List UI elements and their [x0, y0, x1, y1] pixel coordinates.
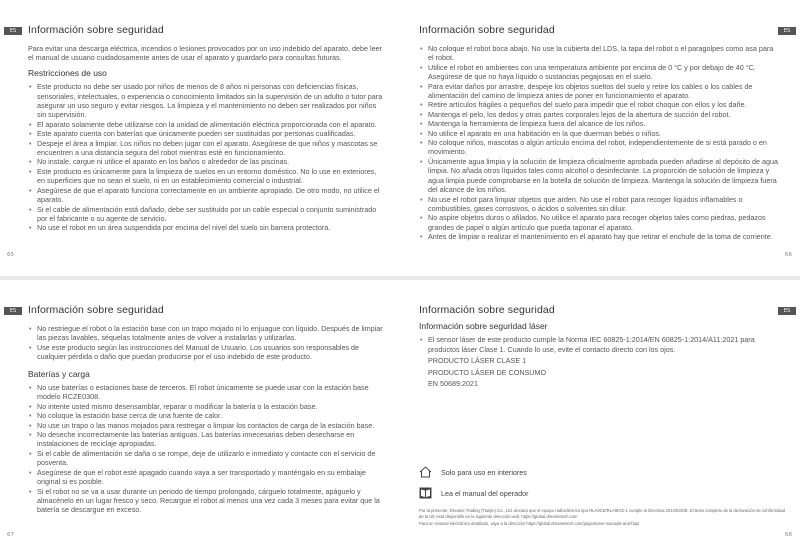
list-item: • Antes de limpiar o realizar el mantenimiento en el aparato hay que retirar el enchufe de la toma de corriente. [419, 232, 779, 241]
page-number: 66 [785, 252, 792, 258]
section-heading: Baterías y carga [28, 368, 90, 379]
page-body [28, 324, 386, 515]
page-number: 65 [7, 252, 14, 258]
list-item: • Si el robot no se va a usar durante un periodo de tiempo prolongado, cárguelo totalmente, apáguelo y almacénelo en un lugar fresco y seco. Recargue el robot al menos una vez cada 3 meses para evitar que la batería se descargue en exceso. [28, 487, 386, 515]
laser-line: PRODUCTO LÁSER CLASE 1 [428, 356, 527, 366]
list-item: • No use el robot en un área suspendida por encima del nivel del suelo sin barrera protectora. [28, 223, 386, 232]
page-body [28, 44, 386, 233]
list-item: • No instale, cargue ni utilice el aparato en los baños o alrededor de las piscinas. [28, 157, 386, 166]
list-item: • Si el cable de alimentación está dañado, debe ser sustituido por un cable especial o conjunto suministrado por el fabricante o su agente de servicio. [28, 205, 386, 224]
section-heading: Información sobre seguridad láser [419, 321, 548, 331]
bullet-list [28, 324, 386, 362]
language-tab: ES [4, 27, 22, 35]
list-item: • No utilice el aparato en una habitación en la que duerman bebés o niños. [419, 129, 779, 138]
bullet-list [28, 383, 386, 515]
list-item: • Este aparato cuenta con baterías que únicamente pueden ser sustituidas por personas cualificadas. [28, 129, 386, 138]
list-item: • Para evitar daños por arrastre, despeje los objetos sueltos del suelo y retire los cables o los cables de alimentación del camino de limpieza antes de poner en funcionamiento el aparato. [419, 82, 779, 101]
language-tab: ES [778, 27, 796, 35]
list-item: • No deseche incorrectamente las baterías antiguas. Las baterías innecesarias deben desecharse en instalaciones de reciclaje apropiadas. [28, 430, 386, 449]
list-item: • No use baterías o estaciones base de terceros. El robot únicamente se puede usar con la estación base modelo RCZE0308. [28, 383, 386, 402]
list-item: • El sensor láser de este producto cumple la Norma IEC 60825-1:2014/EN 60825-1:2014/A11:2021 para productos láser Clase 1. Cuando lo use, evite el contacto directo con los ojos. [419, 335, 779, 354]
page-67 [0, 280, 400, 556]
page-title: Información sobre seguridad [419, 304, 555, 316]
book-icon [419, 487, 432, 499]
indoor-use-row [419, 466, 527, 478]
laser-class-lines [419, 356, 779, 388]
list-item: • No intente usted mismo desensamblar, reparar o modificar la batería o la estación base. [28, 402, 386, 411]
list-item: • Asegúrese de que el aparato funciona correctamente en un ambiente apropiado. De otro modo, no utilice el aparato. [28, 186, 386, 205]
manual-link-text: Para un manual electrónico detallado, vaya a la dirección https://global.dreametech.com/pages/user-manuals-and-faqs [419, 520, 640, 526]
read-manual-label: Lea el manual del operador [441, 488, 529, 498]
list-item: • No aspire objetos duros o afilados. No utilice el aparato para recoger objetos tales como piedras, pedazos grandes de papel o algún artículo que pueda taponar el aparato. [419, 213, 779, 232]
house-icon [419, 466, 432, 478]
list-item: • No coloque la estación base cerca de una fuente de calor. [28, 411, 386, 420]
list-item: • No restriegue el robot o la estación base con un trapo mojado ni lo enjuague con líquido. Después de limpiar las piezas lavables, séquelas totalmente antes de volver a instalarlas y utilizarlas. [28, 324, 386, 343]
list-item: • Únicamente agua limpia y la solución de limpieza oficialmente aprobada pueden añadirse al depósito de agua limpia. No añada otros líquidos tales como alcohol o desinfectante. La proporción de solución de limpieza y agua limpia puede comprobarse en la botella de solución de limpieza. Mantenga la solución de limpieza fuera del alcance de los niños. [419, 157, 779, 195]
list-item: • No coloque niños, mascotas o algún artículo encima del robot, independientemente de si está parado o en movimiento. [419, 138, 779, 157]
declaration-text: Por la presente, Dreame Trading (Tianjin) Co., Ltd. declara que el equipo radioeléctrico tipo RLA9CE/RLA9ICE-1 cumple la Directiva 2014/53/UE. El texto completo de la declaración de conformidad de la UE está disponible en la siguiente dirección web: https://global.dreametech.com [419, 508, 785, 520]
list-item: • No use el robot para limpiar objetos que arden. No use el robot para recoger líquidos inflamables o combustibles, gases corrosivos, o ácidos o solventes sin diluir. [419, 195, 779, 214]
page-66 [400, 0, 800, 276]
read-manual-row [419, 487, 529, 499]
list-item: • Asegúrese de que el robot esté apagado cuando vaya a ser transportado y manténgalo en su embalaje original si es posible. [28, 468, 386, 487]
section-heading: Restricciones de uso [28, 67, 107, 78]
page-number: 67 [7, 532, 14, 538]
bullet-list [28, 82, 386, 233]
bullet-list [419, 44, 779, 242]
list-item: • El aparato solamente debe utilizarse con la unidad de alimentación eléctrica proporcionada con el aparato. [28, 120, 386, 129]
page-title: Información sobre seguridad [28, 304, 164, 316]
list-item: • Este producto es únicamente para la limpieza de suelos en un entorno doméstico. No lo use en exteriores, en superficies que no sean el suelo, ni en un establecimiento comercial o industrial. [28, 167, 386, 186]
list-item: • Despeje el área a limpiar. Los niños no deben jugar con el aparato. Asegúrese de que niños y mascotas se encuentren a una distancia segura del robot mientras esté en funcionamiento. [28, 139, 386, 158]
fine-print [419, 508, 785, 527]
list-item: • No coloque el robot boca abajo. No use la cubierta del LDS, la tapa del robot o el paragolpes como asa para el robot. [419, 44, 779, 63]
list-item: • Use este producto según las instrucciones del Manual de Usuario. Los usuarios son responsables de cualquier pérdida o daño que puedan producirse por el uso indebido de este producto. [28, 343, 386, 362]
laser-line: EN 50689:2021 [428, 379, 478, 389]
list-item: • Si el cable de alimentación se daña o se rompe, deje de utilizarlo e inmediato y contacte con el servicio de posventa. [28, 449, 386, 468]
list-item: • Mantenga el pelo, los dedos y otras partes corporales lejos de la abertura de succión del robot. [419, 110, 779, 119]
indoor-use-label: Solo para uso en interiores [441, 467, 527, 477]
page-title: Información sobre seguridad [28, 24, 164, 36]
list-item: • Mantenga la herramienta de limpieza fuera del alcance de los niños. [419, 119, 779, 128]
list-item: • Este producto no debe ser usado por niños de menos de 8 años ni personas con deficiencias físicas, sensoriales, intelectuales, o experiencia o conocimiento limitados sin la supervisión de un adulto o tutor para asegurar un uso seguro y evitar riesgos. La limpieza y el mantenimiento no deben ser realizados por niños sin supervisión. [28, 82, 386, 120]
list-item: • Utilice el robot en ambientes con una temperatura ambiente por encima de 0 °C y por debajo de 40 °C. Asegúrese de que no haya líquido o sustancias pegajosas en el suelo. [419, 63, 779, 82]
bullet-list [419, 335, 779, 354]
page-65 [0, 0, 400, 276]
list-item: • No use un trapo o las manos mojados para restregar o limpiar los contactos de carga de la estación base. [28, 421, 386, 430]
language-tab: ES [4, 307, 22, 315]
page-68 [400, 280, 800, 556]
list-item: • Retire artículos frágiles o pequeños del suelo para impedir que el robot choque con ellos y los dañe. [419, 100, 779, 109]
page-body [419, 44, 779, 242]
intro-paragraph: Para evitar una descarga eléctrica, incendios o lesiones provocados por un uso indebido del aparato, debe leer el manual de usuario cuidadosamente antes de usar el aparato y guardarlo para consultas futuras. [28, 44, 383, 63]
language-tab: ES [778, 307, 796, 315]
page-number: 68 [785, 532, 792, 538]
page-title: Información sobre seguridad [419, 24, 555, 36]
laser-line: PRODUCTO LÁSER DE CONSUMO [428, 367, 547, 377]
page-body [419, 322, 779, 388]
